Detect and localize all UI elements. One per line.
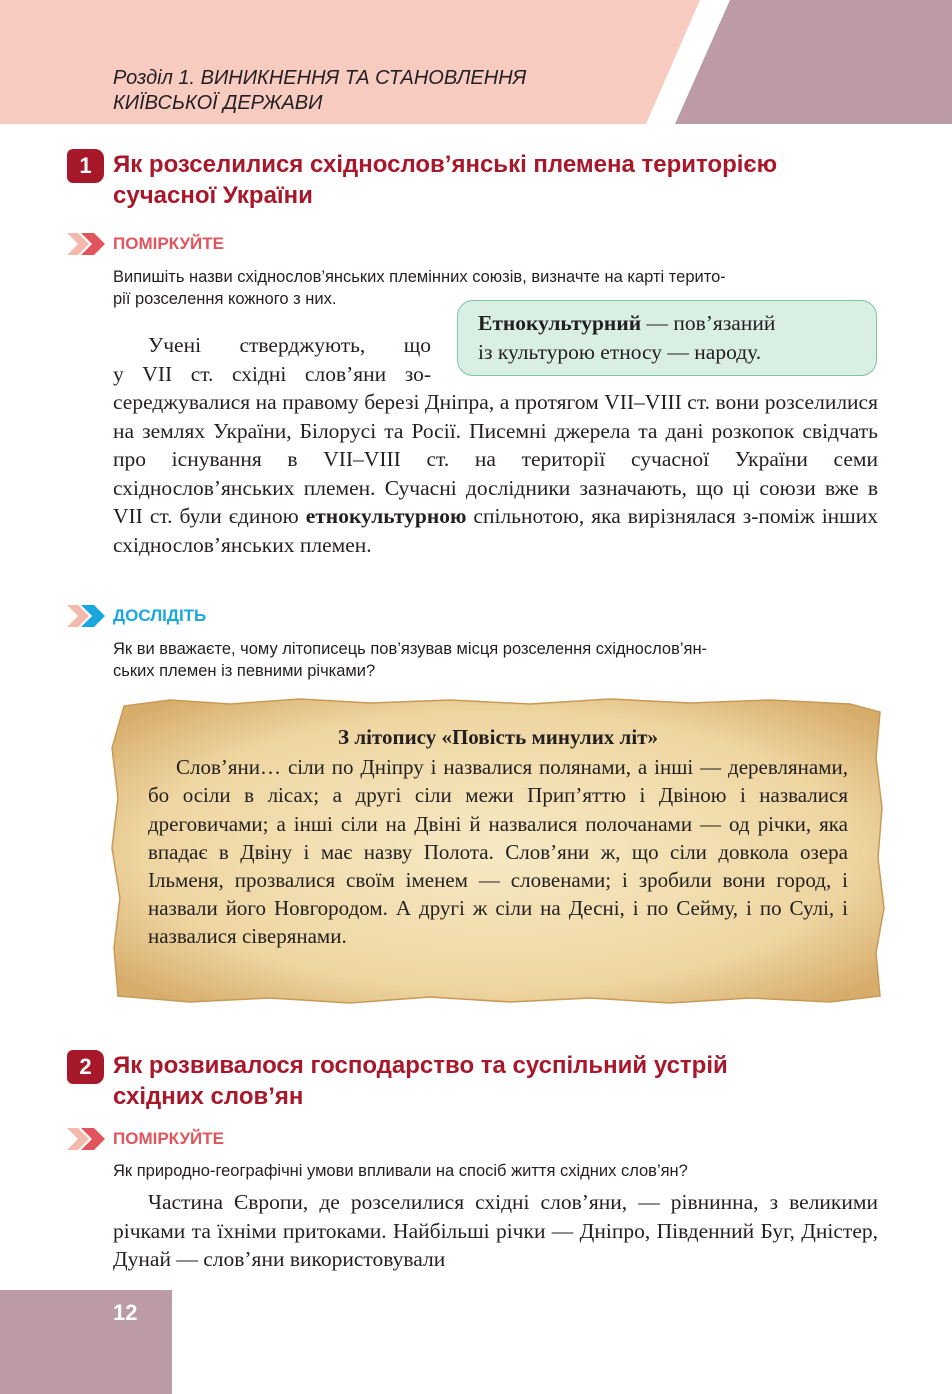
header-band-mauve bbox=[675, 0, 952, 124]
think-arrow-icon bbox=[67, 233, 105, 255]
think-task-line2: рії розселення кожного з них. bbox=[113, 290, 337, 308]
chronicle-title: З літопису «Повість минулих літ» bbox=[337, 725, 658, 749]
chapter-title-line1: Розділ 1. ВИНИКНЕННЯ ТА СТАНОВЛЕННЯ bbox=[113, 67, 527, 89]
research-task-line1: Як ви вважаєте, чому літописець пов’язував місця розселення східнослов’ян- bbox=[113, 640, 708, 658]
section-title-2 bbox=[113, 1050, 728, 1112]
research-label: ДОСЛІДІТЬ bbox=[113, 606, 207, 625]
chapter-title bbox=[113, 66, 526, 116]
research-arrow-icon bbox=[67, 605, 105, 627]
section-title-line1: Як розселилися східнослов’янські племена територією bbox=[113, 151, 778, 178]
chronicle-text: Слов’яни… сіли по Дніпру і назвалися полянами, а інші — деревлянами, бо осіли в лісах; а другі сіли межи Прип’яттю і Двіною і назвалися дреговичами; а інші сіли на Двіні й назвалися полочанами — од річки, яка впадає в Двіну і має назву Полота. Слов’яни ж, що сіли довкола озера Ільменя, прозвалися своїм іменем — словенами; і зробили вони город, і назвали його Новгородом. А другі ж сіли на Десні, і по Сейму, і по Сулі, і назвалися сіверянами. bbox=[148, 755, 848, 949]
research-task-line2: ських племен із певними річками? bbox=[113, 662, 376, 680]
section-title-2-line1: Як розвивалося господарство та суспільний устрій bbox=[113, 1052, 728, 1079]
paragraph-line1: Учені стверджують, що bbox=[148, 333, 431, 357]
think-arrow-icon-2 bbox=[67, 1128, 105, 1150]
paragraph-line2: у VII ст. східні слов’яни зо- bbox=[113, 361, 431, 386]
paragraph-body bbox=[113, 388, 878, 560]
paragraph-intro bbox=[113, 331, 431, 388]
think-label: ПОМІРКУЙТЕ bbox=[113, 234, 224, 253]
section-title-2-line2: східних слов’ян bbox=[113, 1083, 304, 1110]
section-number-badge: 1 bbox=[67, 149, 104, 183]
section-number-badge-2: 2 bbox=[67, 1050, 104, 1084]
think-task-2: Як природно-географічні умови впливали на спосіб життя східних слов’ян? bbox=[113, 1162, 688, 1180]
glossary-definition-line2: із культурою етносу — народу. bbox=[478, 340, 762, 364]
glossary-definition-line1: — пов’язаний bbox=[641, 311, 776, 335]
glossary-term: Етнокультурний bbox=[478, 311, 642, 335]
research-task bbox=[113, 638, 878, 682]
chronicle-quote bbox=[148, 723, 848, 951]
glossary-box bbox=[457, 300, 877, 376]
paragraph-text-before: середжувалися на правому березі Дніпра, а протягом VII–VIII ст. вони розселилися на землях України, Білорусі та Росії. Писемні джерела та дані розкопок свідчать про існування в VII–VIII ст. на території сучасної України семи східнослов’янських племен. Сучасні дослідники зазначають, що ці союзи вже в VII ст. були єдиною bbox=[113, 390, 878, 529]
section-title-line2: сучасної України bbox=[113, 182, 313, 209]
think-label-2: ПОМІРКУЙТЕ bbox=[113, 1129, 224, 1148]
paragraph-2-text: Частина Європи, де розселилися східні слов’яни, — рівнинна, з великими річками та їхніми притоками. Найбільші річки — Дніпро, Південний Буг, Дністер, Дунай — слов’яни використовували bbox=[113, 1190, 878, 1272]
paragraph-bold-term: етнокультурною bbox=[305, 504, 467, 529]
footer-band bbox=[0, 1290, 172, 1394]
page-number: 12 bbox=[113, 1300, 138, 1325]
section-title bbox=[113, 149, 777, 211]
paragraph-2 bbox=[113, 1188, 878, 1274]
paragraph-text-after: спільнотою, яка вирізнялася з-поміж інших східнослов’янських племен. bbox=[113, 504, 878, 557]
think-task-line1: Випишіть назви східнослов’янських племінних союзів, визначте на карті терито- bbox=[113, 268, 726, 286]
chapter-title-line2: КИЇВСЬКОЇ ДЕРЖАВИ bbox=[113, 92, 323, 114]
